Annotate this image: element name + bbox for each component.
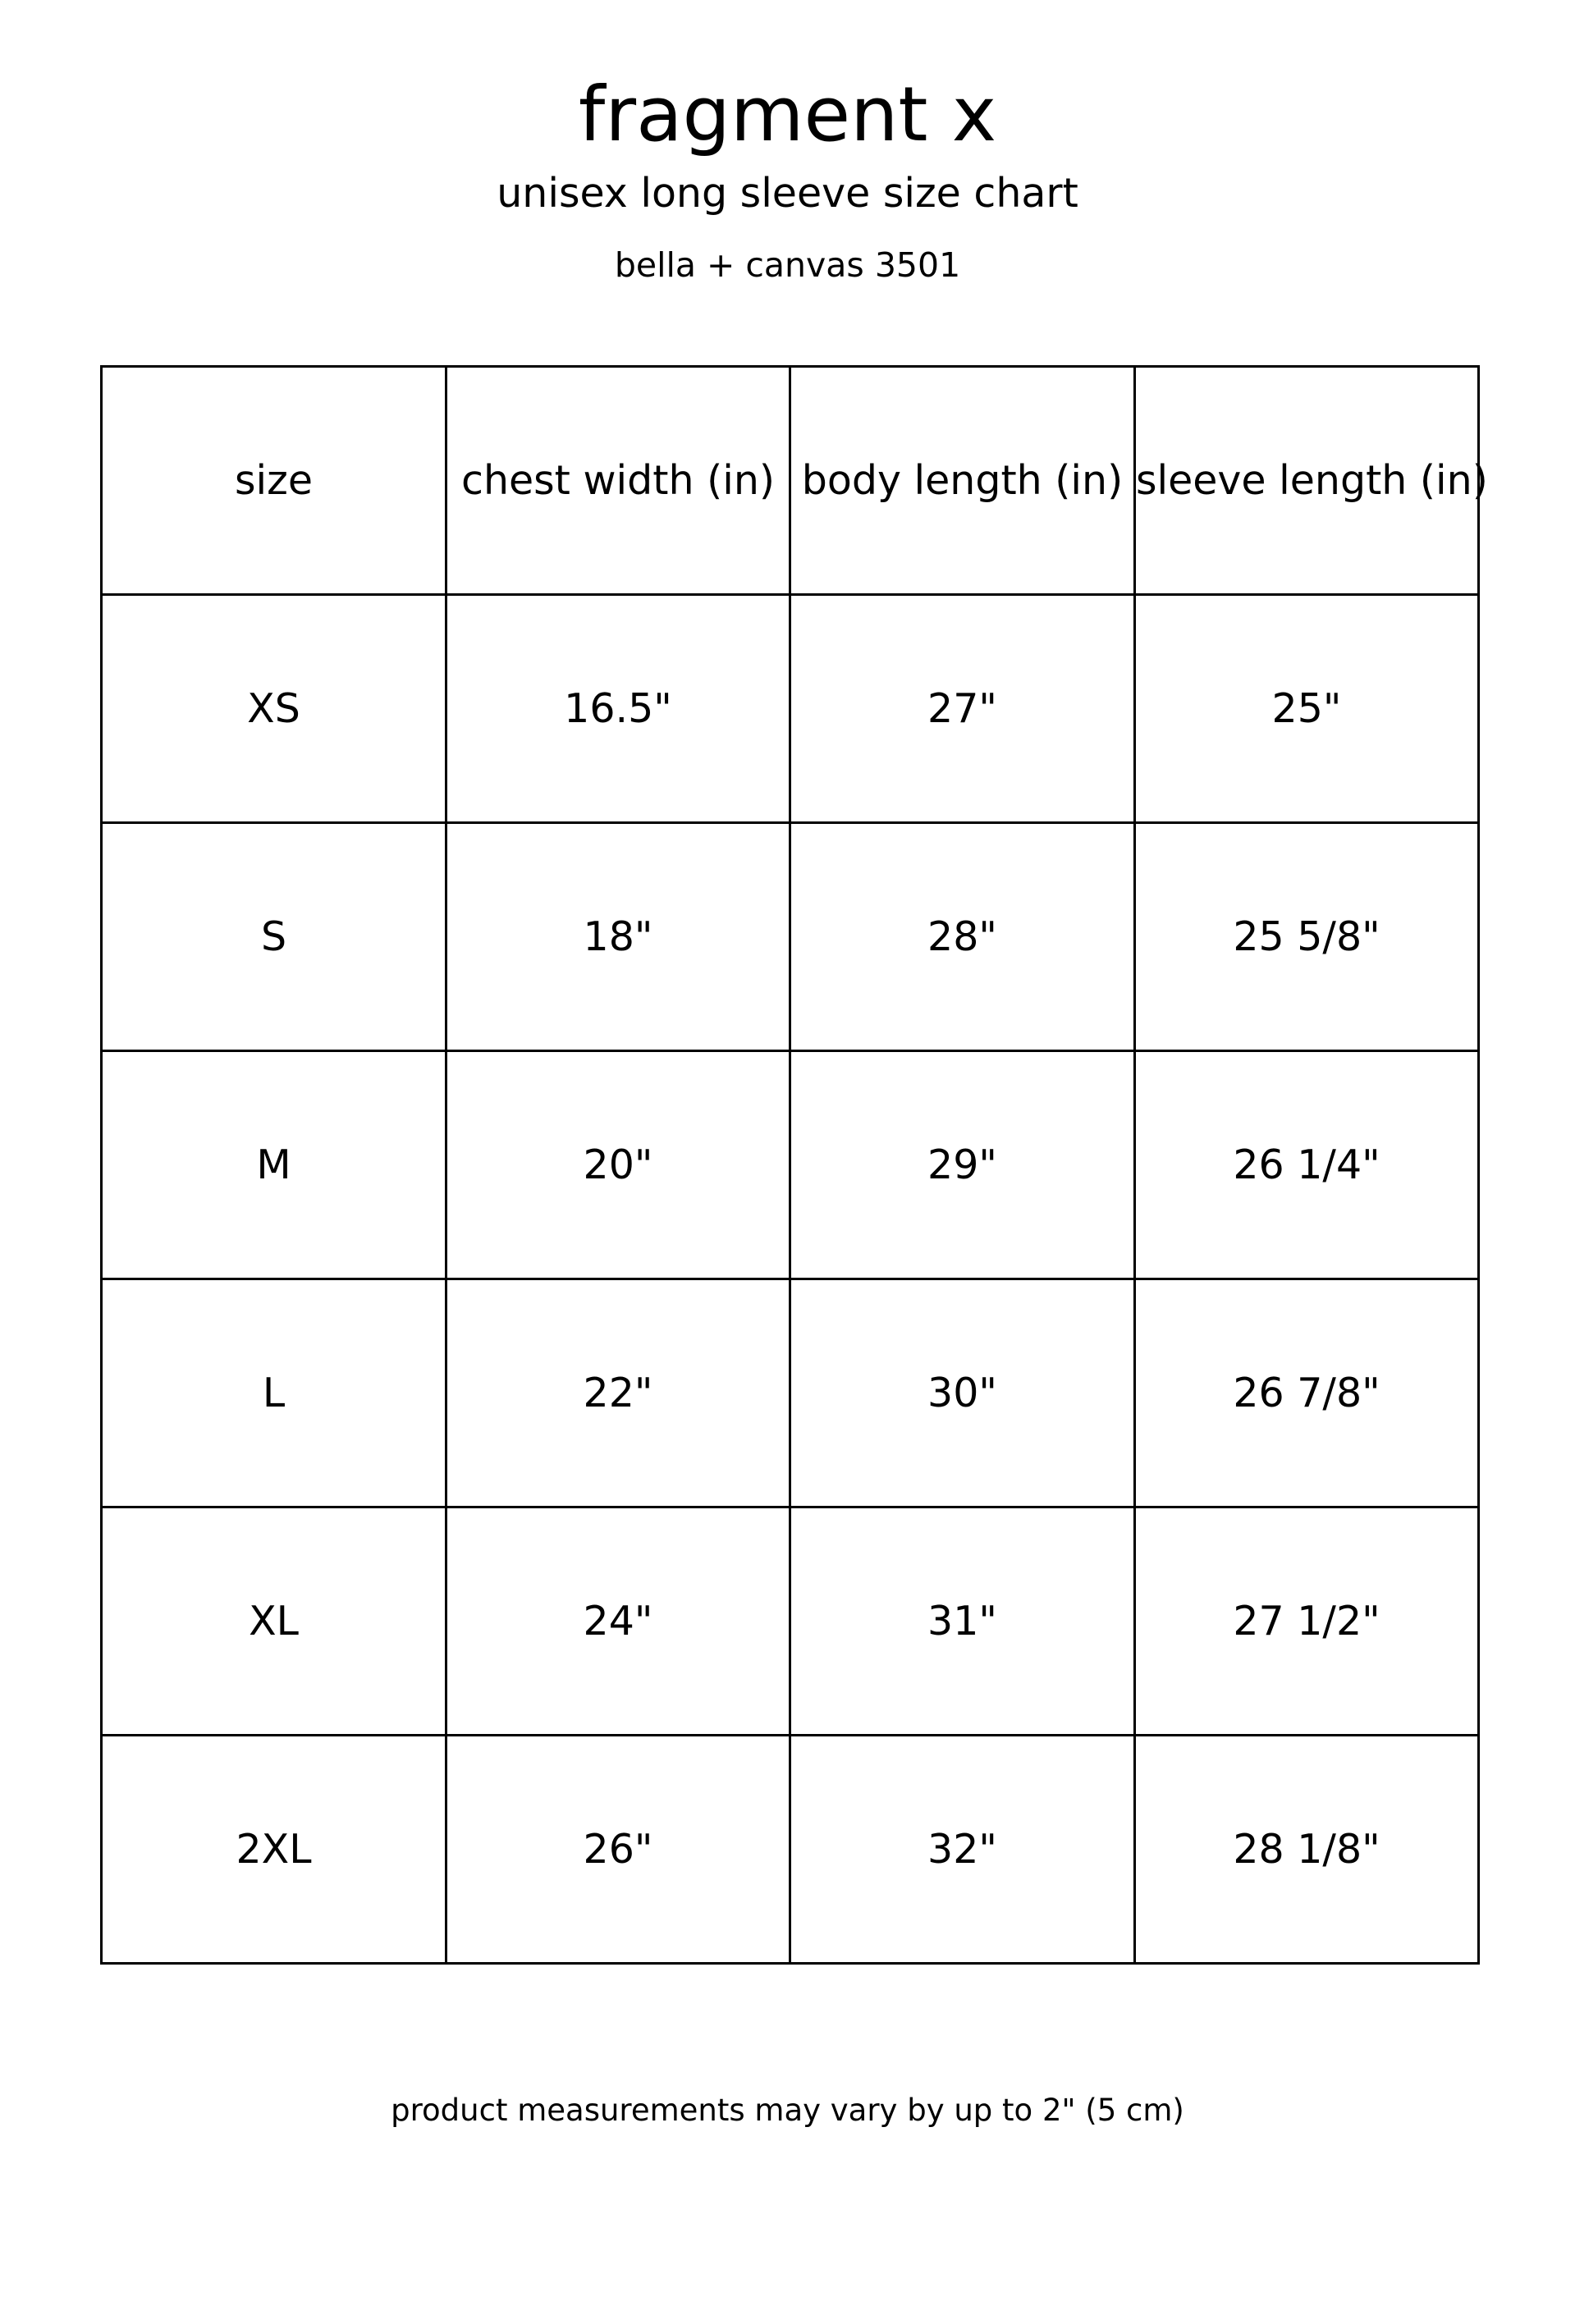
body-length-cell: 30" (790, 1279, 1135, 1507)
size-cell: L (102, 1279, 446, 1507)
table-row (102, 1736, 1479, 1964)
body-length-cell: 32" (790, 1736, 1135, 1964)
product-model: bella + canvas 3501 (614, 245, 961, 285)
column-header-sleeve-length: sleeve length (in) (1135, 367, 1479, 595)
size-cell: M (102, 1051, 446, 1279)
chest-width-cell: 16.5" (446, 595, 790, 823)
body-length-cell: 31" (790, 1507, 1135, 1736)
body-length-cell: 29" (790, 1051, 1135, 1279)
chest-width-cell: 18" (446, 823, 790, 1051)
sleeve-length-cell: 26 1/4" (1135, 1051, 1479, 1279)
table-header-row (102, 367, 1479, 595)
chest-width-cell: 20" (446, 1051, 790, 1279)
table-row (102, 1507, 1479, 1736)
page-title: fragment x (578, 71, 997, 158)
size-chart-table (100, 365, 1488, 1965)
size-cell: XS (102, 595, 446, 823)
sleeve-length-cell: 27 1/2" (1135, 1507, 1479, 1736)
chest-width-cell: 26" (446, 1736, 790, 1964)
size-cell: XL (102, 1507, 446, 1736)
column-header-chest-width: chest width (in) (446, 367, 790, 595)
table-row (102, 1051, 1479, 1279)
chest-width-cell: 22" (446, 1279, 790, 1507)
column-header-size: size (102, 367, 446, 595)
chest-width-cell: 24" (446, 1507, 790, 1736)
column-header-body-length: body length (in) (790, 367, 1135, 595)
table-row (102, 1279, 1479, 1507)
sleeve-length-cell: 28 1/8" (1135, 1736, 1479, 1964)
size-cell: 2XL (102, 1736, 446, 1964)
chart-subtitle: unisex long sleeve size chart (497, 170, 1078, 217)
sleeve-length-cell: 25" (1135, 595, 1479, 823)
table-row (102, 823, 1479, 1051)
body-length-cell: 27" (790, 595, 1135, 823)
sleeve-length-cell: 25 5/8" (1135, 823, 1479, 1051)
body-length-cell: 28" (790, 823, 1135, 1051)
measurement-disclaimer: product measurements may vary by up to 2" (5 cm) (391, 2093, 1184, 2128)
table-row (102, 595, 1479, 823)
sleeve-length-cell: 26 7/8" (1135, 1279, 1479, 1507)
size-cell: S (102, 823, 446, 1051)
